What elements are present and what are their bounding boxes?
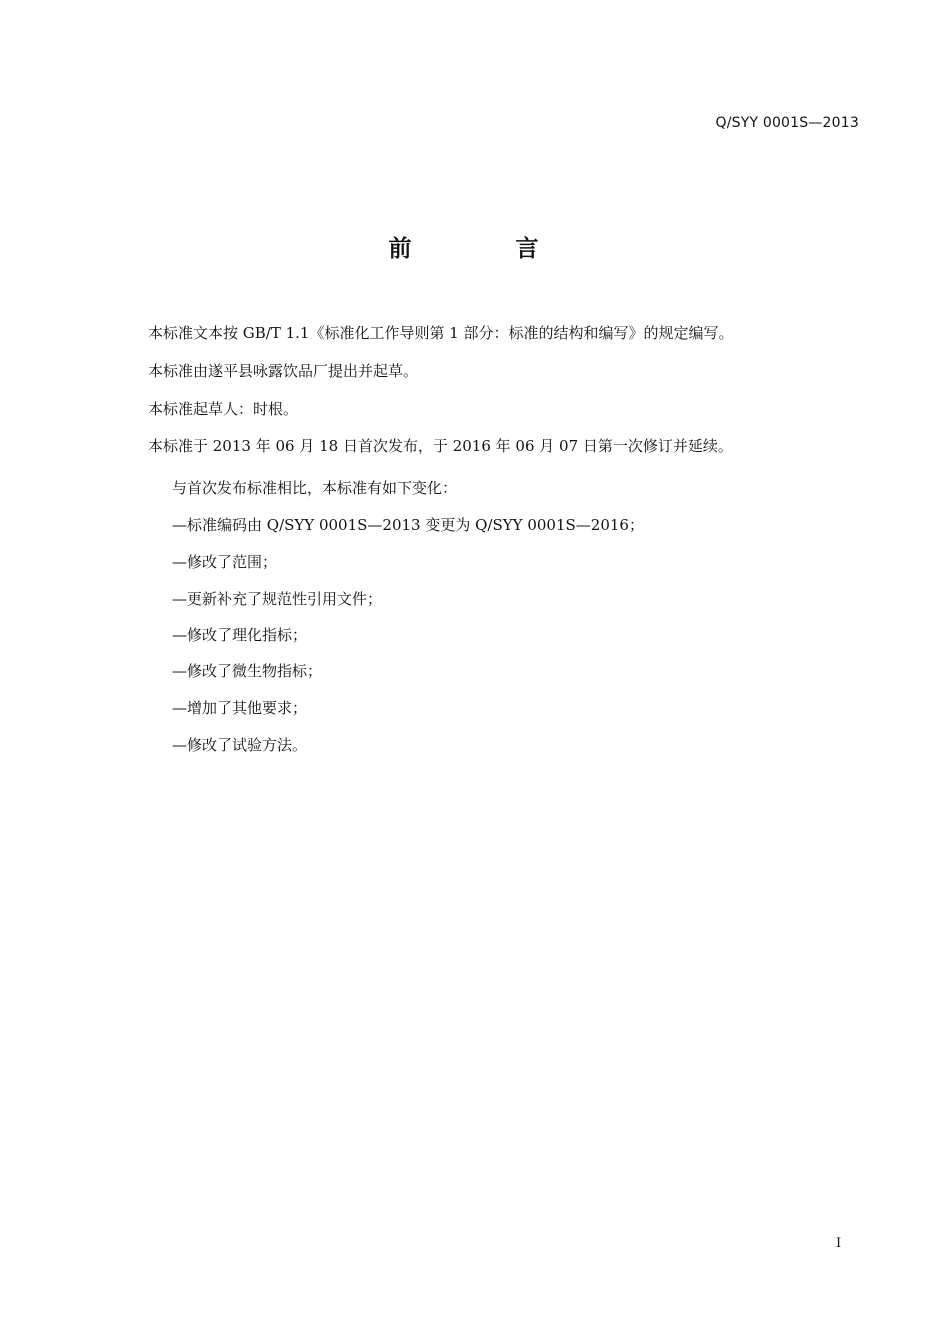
change-item: —修改了范围；	[172, 553, 278, 571]
change-item: —增加了其他要求；	[172, 699, 308, 717]
paragraph-release-history: 本标准于 2013 年 06 月 18 日首次发布，于 2016 年 06 月 07 日第一次修订并延续。	[148, 437, 733, 455]
page-title: 前 言	[388, 236, 587, 262]
page-number: I	[836, 1236, 842, 1251]
change-item: —修改了试验方法。	[172, 736, 308, 754]
changes-intro: 与首次发布标准相比，本标准有如下变化：	[172, 479, 458, 497]
paragraph-drafting-basis: 本标准文本按 GB/T 1.1《标准化工作导则第 1 部分：标准的结构和编写》的规定编写。	[148, 324, 734, 342]
change-item: —修改了理化指标；	[172, 626, 308, 644]
paragraph-drafter: 本标准起草人：时根。	[148, 400, 299, 418]
paragraph-proposer: 本标准由遂平县咏露饮品厂提出并起草。	[148, 362, 419, 380]
standard-code-header: Q/SYY 0001S—2013	[715, 115, 859, 131]
change-item: —更新补充了规范性引用文件；	[172, 590, 383, 608]
change-item: —修改了微生物指标；	[172, 662, 323, 680]
change-item: —标准编码由 Q/SYY 0001S—2013 变更为 Q/SYY 0001S—2016；	[172, 516, 644, 534]
